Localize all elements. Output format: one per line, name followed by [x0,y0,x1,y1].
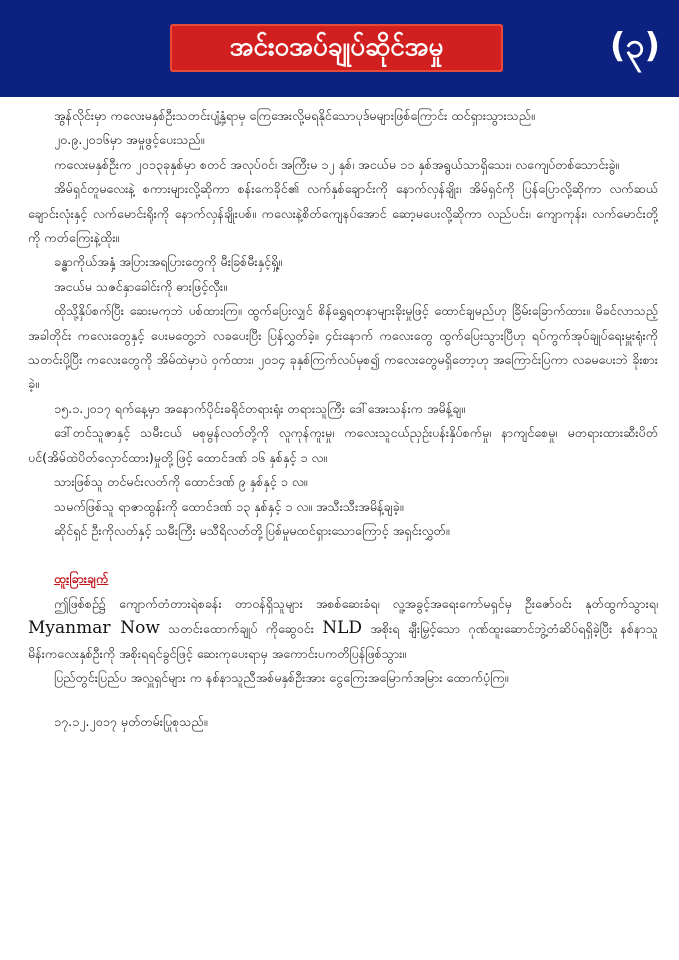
note-text: အစိုးရ ချီးမြှင့်သော ဂုဏ်ထူးဆောင်ဘွဲ့တံဆိပ်ရရှိခဲ့ပြီး နစ်နာသူမိန်းကလေးနှစ်ဦးကို အစိုးရရင်ခွင်ဖြင့် ဆေးကုပေးရာမှ အကောင်းပကတိပြန်ဖြစ်သွား။ [28,621,658,661]
note-paragraph: ပြည်တွင်းပြည်ပ အလှူရှင်များ က နစ်နာသူညီအစ်မနှစ်ဦးအား ငွေကြေးအမြောက်အမြား ထောက်ပံ့ကြ။ [54,669,509,685]
paragraph: ဒေါ်တင်သူဇာနှင့် သမီးငယ် မစုမွန်လတ်တို့ကို လူကုန်ကူးမှု၊ ကလေးသူငယ်ညှဉ်းပန်းနှိပ်စက်မှု၊ နာကျင်စေမှု၊ မတရားထားဆီးပိတ်ပင်(အိမ်ထဲပိတ်လှောင်ထား)မှုတို့ဖြင့် ထောင်ဒဏ် ၁၆ နှစ်နှင့် ၁ လ။ [28,425,658,465]
paragraph: သမက်ဖြစ်သူ ရာဇာထွန်းကို ထောင်ဒဏ် ၁၃ နှစ်နှင့် ၁ လ။ အသီးသီးအမိန့်ချခဲ့။ [54,498,404,514]
document-body [28,104,658,735]
note-text: ဤဖြစ်စဉ်၌ ကျောက်တံတားရဲစခန်း တာဝန်ရှိသူများ အစစ်ဆေးခံရ၊ လူ့အခွင့်အရေးကော်မရှင်မှ ဦးဇော်ဝင်း နုတ်ထွက်သွားရ၊ [54,595,658,611]
paragraph: အငယ်မ သဇင်နှာခေါင်းကို ဓားဖြင့်လှီး။ [54,278,227,294]
brand-name: Myanmar Now [28,618,160,639]
paragraph: ၁၅.၁.၂၀၁၇ ရက်နေ့မှာ အနောက်ပိုင်းခရိုင်တရားရုံး တရားသူကြီး ဒေါ်အေးသန်းက အမိန့်ချ။ [54,400,466,416]
spacer [28,690,658,710]
page-number: (၃) [609,25,661,66]
spacer [28,543,658,567]
paragraph: ခန္ဓာကိုယ်အနှံ့ အပြားအရပြားတွေကို မီးခြစ်မီးနှင့်ရှို့။ [54,254,283,270]
paragraph: အွန်လိုင်းမှာ ကလေးမနှစ်ဦးသတင်းပျံ့နှံ့ရာမှ ကြေအေးလို့မရနိုင်သောပုဒ်မများဖြစ်ကြောင်း ထင်ရှားသွားသည်။ [54,108,535,123]
page-header [0,0,679,97]
record-date: ၁၇.၁၂.၂၀၁၇ မှတ်တမ်းပြုစုသည်။ [54,714,208,730]
paragraph: အိမ်ရှင်တူမလေးနဲ့ စကားများလို့ဆိုကာ စန်းကေခိုင်၏ လက်နှစ်ချောင်းကို နောက်လှန်ချိုး၊ အိမ်ရှင်ကို ပြန်ပြောလို့ဆိုကာ လက်ဆယ်ချောင်းလုံးနှင့် လက်မောင်းရိုးကို နောက်လှန်ချိုးပစ်။ ကလေးနဲ့စိတ်ကျေနပ်အောင် ဆော့မပေးလို့ဆိုကာ လည်ပင်း၊ ကျောကုန်း၊ လက်မောင်းတို့ကို ကတ်ကြေးနဲ့ထိုး။ [28,181,658,246]
paragraph: ကလေးမနှစ်ဦးက ၂၀၁၃ခုနှစ်မှာ စတင် အလုပ်ဝင်၊ အကြီးမ ၁၂ နှစ်၊ အငယ်မ ၁၁ နှစ်အရွယ်သာရှိသေး၊ လကျေပ်တစ်သောင်းခွဲ။ [54,156,620,172]
page-title: အင်းဝအပ်ချုပ်ဆိုင်အမှု [170,24,503,72]
paragraph: သားဖြစ်သူ တင်မင်းလတ်ကို ထောင်ဒဏ် ၉ နှစ်နှင့် ၁ လ။ [54,474,308,490]
paragraph: ဆိုင်ရှင် ဦးကိုလတ်နှင့် သမီးကြီး မသီရိလတ်တို့ပြစ်မှုမထင်ရှားသောကြောင့် အရှင်းလွှတ်။ [54,522,450,538]
note-text: သတင်းထောက်ချုပ် ကိုဆွေဝင်း [159,621,323,637]
paragraph: ၂၀.၉.၂၀၁၆မှာ အမှုဖွင့်ပေးသည်။ [54,132,205,148]
note-paragraph [28,592,658,666]
paragraph: ထိုသို့နှိပ်စက်ပြီး ဆေးမကုဘဲ ပစ်ထားကြ။ ထွက်ပြေးလျှင် စိန်ရွှေရတနာများခိုးမှုဖြင့် ထောင်ချမည်ဟု ခြိမ်းခြောက်ထား။ မိခင်လာသည့်အခါတိုင်း ကလေးတွေနှင့် ပေးမတွေ့ဘဲ လခပေးပြီး ပြန်လွှတ်ခဲ့။ ၄င်းနောက် ကလေးတွေ ထွက်ပြေးသွားပြီဟု ရပ်ကွက်အုပ်ချုပ်ရေးမှူးရုံးကိုသတင်းပို့ပြီး ကလေးတွေကို အိမ်ထဲမှာပဲ ဝှက်ထား၊ ၂၀၁၄ ခုနှစ်ကြက်လပ်မှစ၍ ကလေးတွေမရှိတော့ဟု အကြောင်းပြကာ လခမပေးဘဲ ခိုးစားခဲ့။ [28,303,658,392]
party-name: NLD [322,618,363,639]
note-heading: ထူးခြားချက် [54,571,109,587]
